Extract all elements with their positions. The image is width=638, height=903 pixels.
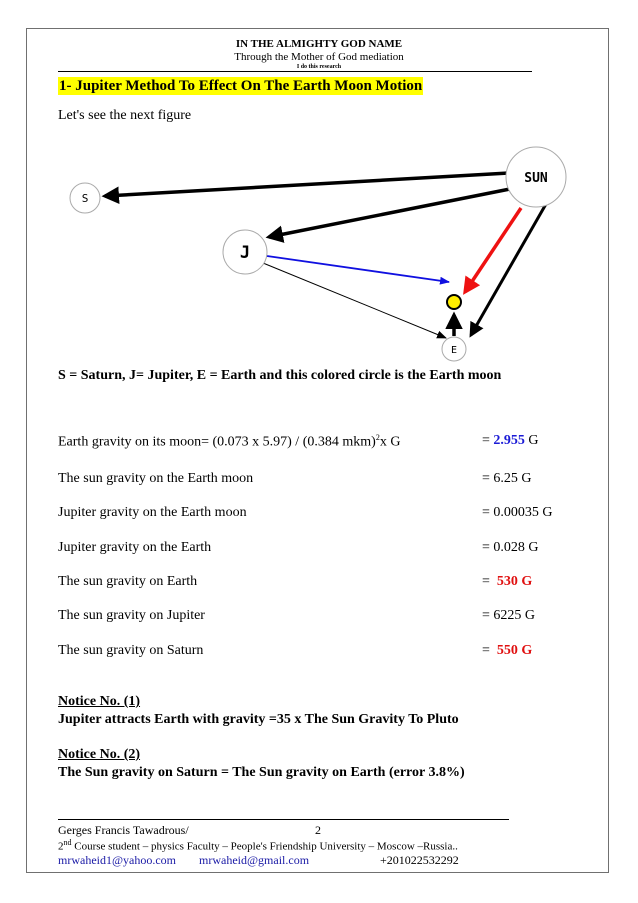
row-label: The sun gravity on Saturn — [58, 643, 204, 658]
row-value: = 0.028 G — [482, 540, 539, 555]
row-equals: = — [482, 433, 494, 448]
page-number: 2 — [315, 823, 321, 837]
footer-phone: +201022532292 — [380, 853, 459, 867]
row-label-suffix: x G — [379, 434, 401, 450]
footer-divider — [58, 819, 509, 820]
footer-course-number: 2 — [58, 840, 64, 853]
arrow-sun-to-moon — [465, 208, 521, 292]
footer-course-line — [58, 838, 458, 853]
footer-contact-line — [58, 853, 459, 868]
row-equals: = — [482, 574, 497, 589]
row-label: The sun gravity on Earth — [58, 574, 198, 589]
notice-text: The Sun gravity on Saturn = The Sun gravity on Earth (error 3.8%) — [58, 765, 465, 780]
row-value: 550 G — [496, 643, 533, 658]
row-label: The sun gravity on the Earth moon — [58, 471, 254, 486]
footer-email-gmail[interactable]: mrwaheid@gmail.com — [199, 853, 310, 867]
row-value: = 6225 G — [482, 608, 536, 623]
row-value: = 0.00035 G — [482, 505, 553, 520]
notice-text: Jupiter attracts Earth with gravity =35 x The Sun Gravity To Pluto — [58, 712, 459, 727]
jupiter-label: J — [239, 243, 251, 263]
footer-course-text: Course student – physics Faculty – People's Friendship University – Moscow –Russia.. — [71, 840, 458, 853]
header-research-note: I do this research — [296, 64, 342, 70]
row-label: Earth gravity on its moon= (0.073 x 5.97) / (0.384 mkm) — [58, 434, 376, 450]
moon-circle — [447, 295, 461, 309]
section-title: 1- Jupiter Method To Effect On The Earth Moon Motion — [59, 78, 423, 94]
row-label: The sun gravity on Jupiter — [58, 608, 205, 623]
footer-course-ordinal: nd — [63, 838, 72, 847]
intro-text: Let's see the next figure — [58, 108, 192, 123]
row-value: 530 G — [496, 574, 533, 589]
earth-label: E — [450, 345, 458, 356]
row-label: Jupiter gravity on the Earth — [58, 540, 212, 555]
legend-text: S = Saturn, J= Jupiter, E = Earth and this colored circle is the Earth moon — [58, 368, 502, 383]
row-value: = 6.25 G — [482, 471, 532, 486]
sun-label: SUN — [524, 171, 548, 186]
row-label-exponent: 2 — [375, 433, 380, 442]
footer-email-yahoo[interactable]: mrwaheid1@yahoo.com — [58, 853, 177, 867]
arrow-jupiter-to-earth — [263, 263, 446, 338]
row-value: 2.955 — [493, 433, 525, 448]
notice-heading: Notice No. (1) — [58, 694, 141, 709]
footer-author: Gerges Francis Tawadrous/ — [58, 823, 189, 837]
row-unit: G — [524, 433, 539, 448]
row-label: Jupiter gravity on the Earth moon — [58, 505, 247, 520]
arrow-sun-to-saturn — [105, 173, 509, 196]
footer-author-line — [58, 823, 321, 838]
arrow-sun-to-jupiter — [269, 189, 510, 237]
notice-heading: Notice No. (2) — [58, 747, 141, 762]
row-equals: = — [482, 643, 497, 658]
saturn-label: S — [81, 192, 89, 205]
header-divider — [58, 71, 532, 72]
header-mediation: Through the Mother of God mediation — [234, 51, 404, 63]
gravity-diagram — [57, 140, 581, 362]
arrow-jupiter-to-moon — [267, 256, 449, 282]
header-dedication: IN THE ALMIGHTY GOD NAME — [235, 38, 403, 50]
